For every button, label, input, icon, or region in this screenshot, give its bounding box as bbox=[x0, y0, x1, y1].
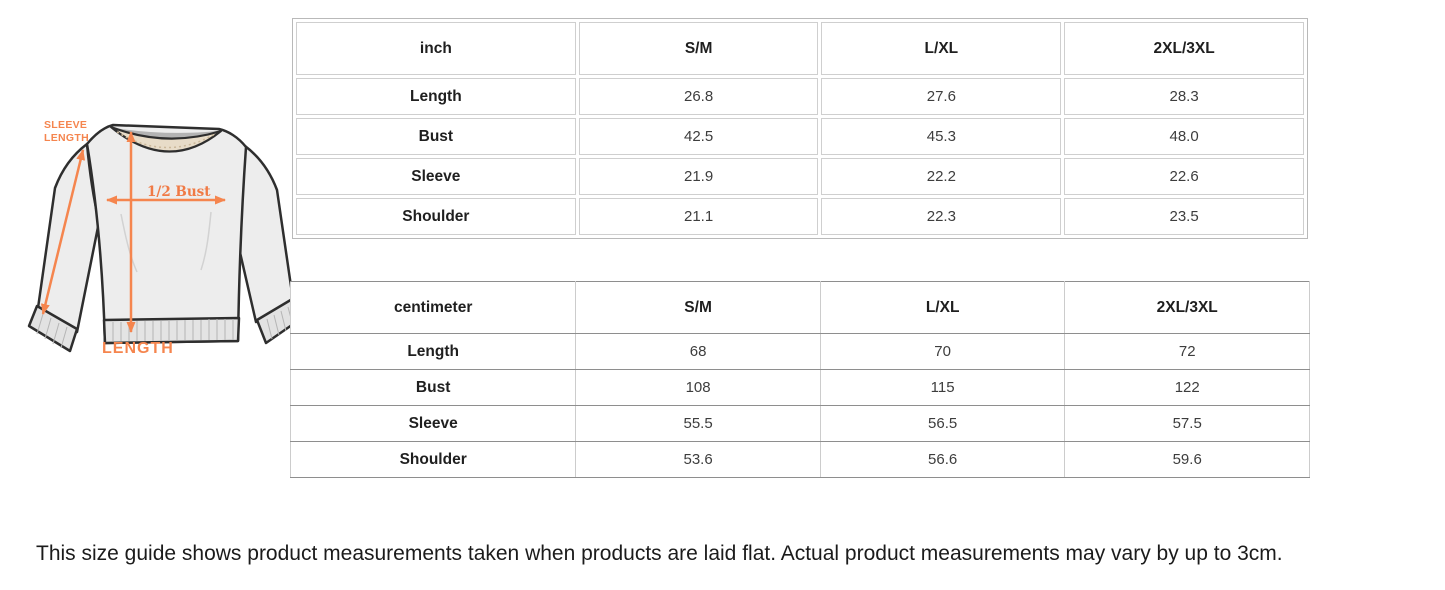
measurement-value: 21.9 bbox=[579, 158, 819, 195]
inch-table-section bbox=[292, 18, 1308, 239]
table-row bbox=[296, 198, 1304, 235]
size-column-header: 2XL/3XL bbox=[1064, 22, 1304, 75]
half-bust-label: 1/2 Bust bbox=[147, 184, 211, 200]
measurement-value: 56.5 bbox=[820, 406, 1065, 442]
size-guide-disclaimer: This size guide shows product measurements taken when products are laid flat. Actual product measurements may vary by up to 3cm. bbox=[36, 542, 1283, 565]
measurement-label: Shoulder bbox=[296, 198, 576, 235]
measurement-value: 26.8 bbox=[579, 78, 819, 115]
measurement-value: 72 bbox=[1065, 334, 1310, 370]
measurement-value: 115 bbox=[820, 370, 1065, 406]
header-row bbox=[296, 22, 1304, 75]
measurement-value: 22.6 bbox=[1064, 158, 1304, 195]
measurement-label: Length bbox=[291, 334, 576, 370]
measurement-value: 22.3 bbox=[821, 198, 1061, 235]
torso bbox=[87, 125, 246, 343]
measurement-value: 48.0 bbox=[1064, 118, 1304, 155]
measurement-label: Sleeve bbox=[291, 406, 576, 442]
measurement-label: Length bbox=[296, 78, 576, 115]
centimeter-size-table bbox=[290, 281, 1310, 478]
measurement-label: Sleeve bbox=[296, 158, 576, 195]
measurement-value: 59.6 bbox=[1065, 442, 1310, 478]
unit-header: inch bbox=[296, 22, 576, 75]
size-diagram bbox=[25, 104, 310, 372]
table-row bbox=[296, 78, 1304, 115]
measurement-value: 45.3 bbox=[821, 118, 1061, 155]
measurement-value: 122 bbox=[1065, 370, 1310, 406]
length-label: LENGTH bbox=[102, 340, 174, 357]
measurement-label: Bust bbox=[296, 118, 576, 155]
size-column-header: 2XL/3XL bbox=[1065, 282, 1310, 334]
measurement-value: 56.6 bbox=[820, 442, 1065, 478]
size-column-header: S/M bbox=[579, 22, 819, 75]
measurement-value: 23.5 bbox=[1064, 198, 1304, 235]
measurement-value: 28.3 bbox=[1064, 78, 1304, 115]
header-row bbox=[291, 282, 1310, 334]
measurement-value: 70 bbox=[820, 334, 1065, 370]
table-row bbox=[291, 406, 1310, 442]
centimeter-table-section bbox=[290, 281, 1310, 478]
measurement-value: 68 bbox=[576, 334, 821, 370]
inch-size-table bbox=[292, 18, 1308, 239]
table-row bbox=[296, 158, 1304, 195]
measurement-value: 27.6 bbox=[821, 78, 1061, 115]
table-row bbox=[291, 442, 1310, 478]
measurement-value: 22.2 bbox=[821, 158, 1061, 195]
measurement-value: 57.5 bbox=[1065, 406, 1310, 442]
unit-header: centimeter bbox=[291, 282, 576, 334]
measurement-label: Bust bbox=[291, 370, 576, 406]
table-row bbox=[291, 370, 1310, 406]
measurement-value: 42.5 bbox=[579, 118, 819, 155]
size-column-header: L/XL bbox=[821, 22, 1061, 75]
left-sleeve bbox=[38, 144, 99, 332]
measurement-value: 53.6 bbox=[576, 442, 821, 478]
table-row bbox=[296, 118, 1304, 155]
measurement-value: 21.1 bbox=[579, 198, 819, 235]
measurement-value: 55.5 bbox=[576, 406, 821, 442]
size-column-header: S/M bbox=[576, 282, 821, 334]
table-row bbox=[291, 334, 1310, 370]
measurement-value: 108 bbox=[576, 370, 821, 406]
size-column-header: L/XL bbox=[820, 282, 1065, 334]
sleeve-length-label: SLEEVE LENGTH bbox=[44, 119, 89, 144]
measurement-label: Shoulder bbox=[291, 442, 576, 478]
